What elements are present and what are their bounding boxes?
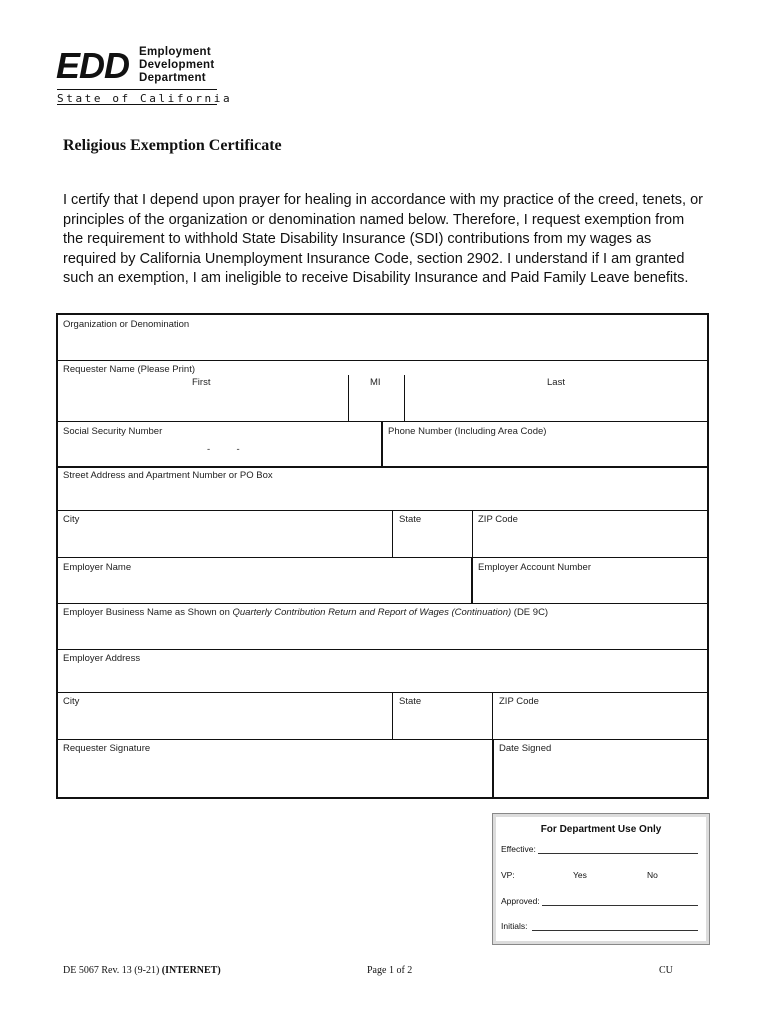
col-divider [381, 421, 383, 466]
col-divider [492, 739, 494, 799]
logo-state-line: State of California [57, 92, 233, 105]
logo-line-department: Department [139, 72, 206, 84]
street-address-field[interactable]: Street Address and Apartment Number or PO Box [63, 470, 273, 481]
col-divider [404, 375, 405, 421]
request-form [56, 313, 709, 799]
page-number: Page 1 of 2 [367, 965, 413, 976]
col-divider [492, 692, 493, 739]
initials-line[interactable] [532, 930, 698, 931]
first-name-field[interactable]: First [192, 377, 211, 388]
business-label-suffix: (DE 9C) [513, 607, 549, 618]
form-internet-tag: (INTERNET) [161, 965, 221, 976]
zip-field[interactable]: ZIP Code [478, 514, 518, 525]
employer-zip-field[interactable]: ZIP Code [499, 696, 539, 707]
row-divider [58, 692, 707, 693]
col-divider [392, 692, 393, 739]
employer-city-field[interactable]: City [63, 696, 80, 707]
logo-underline [57, 104, 217, 105]
last-name-field[interactable]: Last [547, 377, 565, 388]
requester-signature-field[interactable]: Requester Signature [63, 743, 151, 754]
city-field[interactable]: City [63, 514, 80, 525]
employer-address-field[interactable]: Employer Address [63, 653, 141, 664]
logo-line-development: Development [139, 59, 215, 71]
col-divider [472, 510, 473, 557]
state-field[interactable]: State [399, 514, 422, 525]
certification-text: I certify that I depend upon prayer for healing in accordance with my practice of the creed, tenets, or principles of the organization or denomination named below. Therefore, I request exemption from the requirement to withhold State Disability Insurance (SDI) contributions from my wages as required by California Unemployment Insurance Code, section 2902. I understand if I am granted such an exemption, I am ineligible to receive Disability Insurance and Paid Family Leave benefits. [63, 192, 703, 286]
business-label-italic: Quarterly Contribution Return and Report of Wages (Continuation) [232, 607, 512, 618]
form-id [63, 965, 221, 976]
row-divider [58, 557, 707, 558]
requester-name-label: Requester Name (Please Print) [63, 364, 195, 375]
col-divider [471, 557, 473, 603]
row-divider [58, 510, 707, 511]
organization-field[interactable]: Organization or Denomination [63, 319, 190, 330]
ssn-field[interactable]: Social Security Number [63, 426, 163, 437]
row-divider [58, 649, 707, 650]
row-divider [58, 466, 707, 468]
form-code: CU [659, 965, 673, 976]
effective-label: Effective: [501, 844, 536, 854]
vp-label: VP: [501, 870, 515, 880]
middle-initial-field[interactable]: MI [370, 377, 381, 388]
initials-label: Initials: [501, 921, 528, 931]
effective-line[interactable] [538, 853, 698, 854]
edd-logo-letters: EDD [56, 45, 130, 86]
department-use-inner [496, 817, 706, 941]
ssn-dashes: - - [207, 444, 240, 455]
logo-rule [57, 89, 217, 90]
row-divider [58, 603, 707, 604]
department-use-box [492, 813, 710, 945]
row-divider [58, 739, 707, 740]
employer-state-field[interactable]: State [399, 696, 422, 707]
col-divider [392, 510, 393, 557]
employer-business-name-field[interactable] [63, 607, 548, 618]
vp-yes-option[interactable]: Yes [573, 870, 587, 880]
approved-line[interactable] [542, 905, 698, 906]
employer-name-field[interactable]: Employer Name [63, 562, 132, 573]
department-use-title: For Department Use Only [540, 824, 662, 835]
date-signed-field[interactable]: Date Signed [499, 743, 552, 754]
logo-line-employment: Employment [139, 46, 212, 58]
vp-no-option[interactable]: No [647, 870, 658, 880]
business-label-prefix: Employer Business Name as Shown on [63, 607, 230, 618]
form-revision: DE 5067 Rev. 13 (9-21) [63, 965, 160, 976]
phone-field[interactable]: Phone Number (Including Area Code) [388, 426, 547, 437]
row-divider [58, 360, 707, 361]
col-divider [348, 375, 349, 421]
employer-account-field[interactable]: Employer Account Number [478, 562, 591, 573]
approved-label: Approved: [501, 896, 540, 906]
page-title: Religious Exemption Certificate [63, 137, 282, 154]
